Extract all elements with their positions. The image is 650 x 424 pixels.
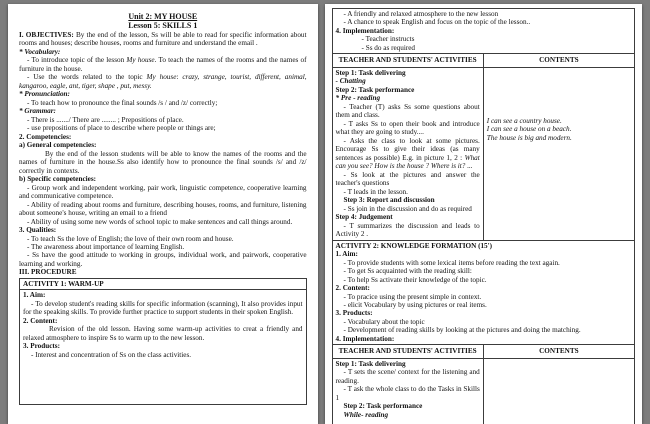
- text-segment: - To help Ss activate their knowledge of the topic.: [343, 275, 487, 284]
- text-segment: Unit 2: MY HOUSE: [128, 12, 198, 21]
- text-segment: - Teacher (T) asks Ss some questions about them and class.: [335, 102, 480, 120]
- text-segment: While- reading: [343, 410, 389, 419]
- lesson-intro-section: [19, 12, 307, 277]
- text-segment: - To teach Ss the love of English; the love of their own room and house.: [27, 234, 234, 243]
- paragraph: [19, 124, 307, 132]
- paragraph: [19, 31, 307, 48]
- paragraph: [336, 44, 631, 52]
- text-segment: Step 4: Judgement: [335, 213, 393, 222]
- table-header-row-1: [332, 54, 634, 67]
- paragraph: [19, 251, 307, 268]
- paragraph: [23, 342, 303, 350]
- paragraph: [23, 280, 303, 288]
- activity1-contents-notes: [487, 117, 631, 142]
- paragraph: [19, 116, 307, 124]
- paragraph: [19, 73, 307, 90]
- text-segment: My house: [126, 56, 155, 65]
- paragraph: [487, 117, 631, 125]
- activity2-contents-cell: [483, 358, 634, 424]
- text-segment: 1. Aim:: [23, 291, 46, 300]
- text-segment: 1. Aim:: [335, 250, 358, 259]
- text-segment: - Ss have the good attitude to working in groups, individual work, and pairwork, cooperative learning and working.: [19, 251, 307, 268]
- text-segment: 4. Implementation:: [335, 334, 395, 343]
- paragraph: [336, 385, 480, 402]
- text-segment: - use prepositions of place to describe where people or things are;: [27, 124, 216, 133]
- paragraph: [336, 171, 480, 188]
- paragraph: [336, 267, 631, 275]
- paragraph: [336, 86, 480, 94]
- text-segment: * Vocabulary:: [19, 47, 61, 56]
- activity1-steps-row: [332, 67, 634, 240]
- paragraph: [19, 218, 307, 226]
- paragraph: [336, 242, 631, 250]
- paragraph: [336, 368, 480, 385]
- text-segment: :: [176, 73, 183, 82]
- text-segment: What can you see? How is the house ? Where is it? ...: [335, 153, 480, 171]
- implementation-intro-cell: [332, 9, 634, 54]
- paragraph: [19, 184, 307, 201]
- text-segment: . To teach the names of the rooms and the names of furniture in the house.: [19, 56, 307, 73]
- paragraph: [19, 235, 307, 243]
- text-segment: 3. Products:: [23, 342, 61, 351]
- table-header-row-2: [332, 345, 634, 358]
- text-segment: * Pronunciation:: [19, 90, 70, 99]
- paragraph: [336, 259, 631, 267]
- paragraph: [336, 18, 631, 26]
- text-segment: - Group work and independent working, pair work, linguistic competence, cooperative learning and communicative competence.: [19, 183, 307, 201]
- paragraph: [336, 276, 631, 284]
- activity1-title-row: [20, 278, 307, 289]
- activity1-body-row: [20, 290, 307, 405]
- paragraph: [336, 69, 480, 77]
- paragraph: [336, 77, 480, 85]
- activity1-table: [19, 278, 307, 405]
- text-segment: 2. Content:: [335, 284, 370, 293]
- text-segment: I. OBJECTIVES:: [19, 30, 76, 39]
- paragraph: [19, 12, 307, 21]
- paragraph: [23, 317, 303, 325]
- text-segment: - Chatting: [335, 77, 366, 86]
- paragraph: [336, 205, 480, 213]
- paragraph: [336, 402, 480, 410]
- activity2-steps-content: [336, 360, 480, 424]
- activity1-activities-cell: [332, 67, 483, 240]
- text-segment: - There is ......./ There are ........ ; Prepositions of place.: [27, 115, 184, 124]
- text-segment: - T sets the scene/ context for the listening and reading.: [335, 368, 480, 385]
- text-segment: Step 3: Report and discussion: [343, 196, 435, 205]
- text-segment: - T ask the whole class to do the Tasks in Skills 1: [335, 385, 480, 402]
- text-segment: - To provide students with some lexical items before reading the text again.: [343, 258, 560, 267]
- paragraph: [23, 291, 303, 299]
- paragraph: [336, 326, 631, 334]
- text-segment: Step 1: Task delivering: [335, 359, 406, 368]
- text-segment: - To develop student's reading skills for specific information (scanning), It also provides input for the speaking skills. To provide further practice to support students in their spoken English.: [23, 299, 303, 317]
- text-segment: * Pre - reading: [335, 94, 381, 103]
- text-segment: 2. Content:: [23, 316, 58, 325]
- text-segment: I can see a house on a beach.: [486, 125, 572, 134]
- text-segment: Step 2: Task performance: [343, 402, 423, 411]
- paragraph: [19, 56, 307, 73]
- text-segment: - Ss look at the pictures and answer the teacher's questions: [335, 170, 480, 188]
- text-segment: I can see a country house.: [486, 116, 562, 125]
- activity1-title-cell: [20, 278, 307, 289]
- text-segment: - Ability of using some new words of school topic to make sentences and call things around.: [27, 217, 293, 226]
- paragraph: [336, 94, 480, 102]
- text-segment: Step 2: Task performance: [335, 85, 415, 94]
- paragraph: [19, 226, 307, 234]
- contents-column-header-2: CONTENTS: [483, 345, 634, 358]
- activity2-cell: [332, 240, 634, 345]
- text-segment: ACTIVITY 1: WARM-UP: [23, 279, 104, 288]
- paragraph: [336, 27, 631, 35]
- text-segment: 4. Implementation:: [335, 26, 395, 35]
- text-segment: - Asks the class to look at some pictures. Encourage Ss to give their ideas (as many sentences as possible) E.g. in picture 1, 2 :: [335, 136, 480, 162]
- text-segment: a) General competencies:: [19, 141, 97, 150]
- text-segment: By the end of the lesson students will be able to know the names of the rooms and the names of furniture in the house.Ss also identify how to pronounce the final sounds /s/ and /z/ correctly in contexts.: [19, 149, 307, 175]
- paragraph: [19, 268, 307, 276]
- paragraph: [336, 196, 480, 204]
- text-segment: ACTIVITY 2: KNOWLEDGE FORMATION (15'): [335, 241, 493, 250]
- activity1-body-cell: [20, 290, 307, 405]
- contents-column-header: CONTENTS: [483, 54, 634, 67]
- activity1-contents-cell: [483, 67, 634, 240]
- text-segment: - Use the words related to the topic: [27, 73, 147, 82]
- paragraph: [336, 309, 631, 317]
- activity2-activities-cell: [332, 358, 483, 424]
- text-segment: - To get Ss acquainted with the reading skill:: [343, 267, 472, 276]
- paragraph: [336, 293, 631, 301]
- paragraph: [19, 150, 307, 175]
- text-segment: crazy, strange, tourist, different, animal, kangaroo, eagle, ant, tiger, shape , put, messy.: [19, 73, 307, 90]
- page-1[interactable]: [8, 4, 318, 424]
- text-segment: - T leads in the lesson.: [343, 187, 408, 196]
- text-segment: My house: [146, 73, 177, 82]
- text-segment: - T summarizes the discussion and leads to Activity 2 .: [335, 221, 480, 239]
- text-segment: - A chance to speak English and focus on the topic of the lesson..: [343, 18, 531, 27]
- paragraph: [23, 300, 303, 317]
- paragraph: [19, 99, 307, 107]
- paragraph: [19, 243, 307, 251]
- text-segment: Revision of the old lesson. Having some warm-up activities to creat a friendly and relaxed atmosphere to inspire Ss to warm up to the new lesson.: [23, 325, 303, 342]
- text-segment: The house is big and modern.: [486, 133, 572, 142]
- text-segment: - Development of reading skills by looking at the pictures and doing the matching.: [343, 326, 581, 335]
- text-segment: 3. Qualities:: [19, 226, 57, 235]
- text-segment: - The awareness about importance of learning English.: [27, 242, 185, 251]
- paragraph: [336, 10, 631, 18]
- paragraph: [336, 35, 631, 43]
- activities-column-header: TEACHER AND STUDENTS' ACTIVITIES: [332, 54, 483, 67]
- paragraph: [487, 134, 631, 142]
- page-2[interactable]: [325, 4, 642, 424]
- text-segment: 3. Products:: [335, 309, 373, 318]
- paragraph: [19, 21, 307, 30]
- paragraph: [19, 141, 307, 149]
- text-segment: b) Specific competencies:: [19, 175, 97, 184]
- text-segment: - Ss join in the discussion and do as required: [343, 204, 472, 213]
- text-segment: - elicit Vocabulary by using pictures or real items.: [343, 300, 487, 309]
- activity1-body-content: [23, 291, 303, 403]
- paragraph: [19, 48, 307, 56]
- paragraph: [19, 133, 307, 141]
- paragraph: [336, 120, 480, 137]
- paragraph: [336, 335, 631, 343]
- paragraph: [23, 351, 303, 359]
- text-segment: By the end of the lesson, Ss will be able to read for specific information about rooms and houses; describe houses, rooms and furniture and understand the email .: [19, 30, 307, 48]
- paragraph: [336, 137, 480, 171]
- paragraph: [336, 188, 480, 196]
- paragraph: [336, 222, 480, 239]
- text-segment: - To teach how to pronounce the final sounds /s / and /z/ correctly;: [27, 98, 218, 107]
- text-segment: Lesson 5: SKILLS 1: [128, 21, 198, 31]
- text-segment: - Ability of reading about rooms and furniture, describing houses, rooms, and furniture, listening about someone's house, writing an email to a friend: [19, 200, 307, 218]
- text-segment: - T asks Ss to open their book and introduce what they are going to study....: [335, 119, 480, 137]
- paragraph: [19, 90, 307, 98]
- text-segment: - Teacher instructs: [361, 35, 415, 44]
- paragraph: [19, 175, 307, 183]
- paragraph: [336, 103, 480, 120]
- paragraph: [336, 284, 631, 292]
- activity2-header-row: [332, 240, 634, 345]
- paragraph: [336, 301, 631, 309]
- paragraph: [336, 360, 480, 368]
- text-segment: - To introduce topic of the lesson: [27, 56, 127, 65]
- text-segment: - A friendly and relaxed atmosphere to the new lesson: [343, 10, 499, 18]
- paragraph: [487, 125, 631, 133]
- activities-column-header-2: TEACHER AND STUDENTS' ACTIVITIES: [332, 345, 483, 358]
- paragraph: [336, 250, 631, 258]
- paragraph: [19, 201, 307, 218]
- paragraph: [336, 318, 631, 326]
- text-segment: III. PROCEDURE: [19, 268, 77, 277]
- paragraph: [23, 325, 303, 342]
- text-segment: 2. Competencies:: [19, 132, 72, 141]
- procedure-table: [332, 8, 635, 424]
- paragraph: [19, 107, 307, 115]
- text-segment: - Interest and concentration of Ss on the class activities.: [31, 350, 192, 359]
- text-segment: Step 1: Task delivering: [335, 68, 406, 77]
- paragraph: [336, 411, 480, 419]
- text-segment: - Ss do as required: [361, 43, 416, 52]
- text-segment: - To pracice using the present simple in context.: [343, 292, 482, 301]
- implementation-intro-row: [332, 9, 634, 54]
- paragraph: [336, 213, 480, 221]
- activity2-steps-row: [332, 358, 634, 424]
- text-segment: - Vocabulary about the topic: [343, 317, 425, 326]
- text-segment: * Grammar:: [19, 107, 56, 116]
